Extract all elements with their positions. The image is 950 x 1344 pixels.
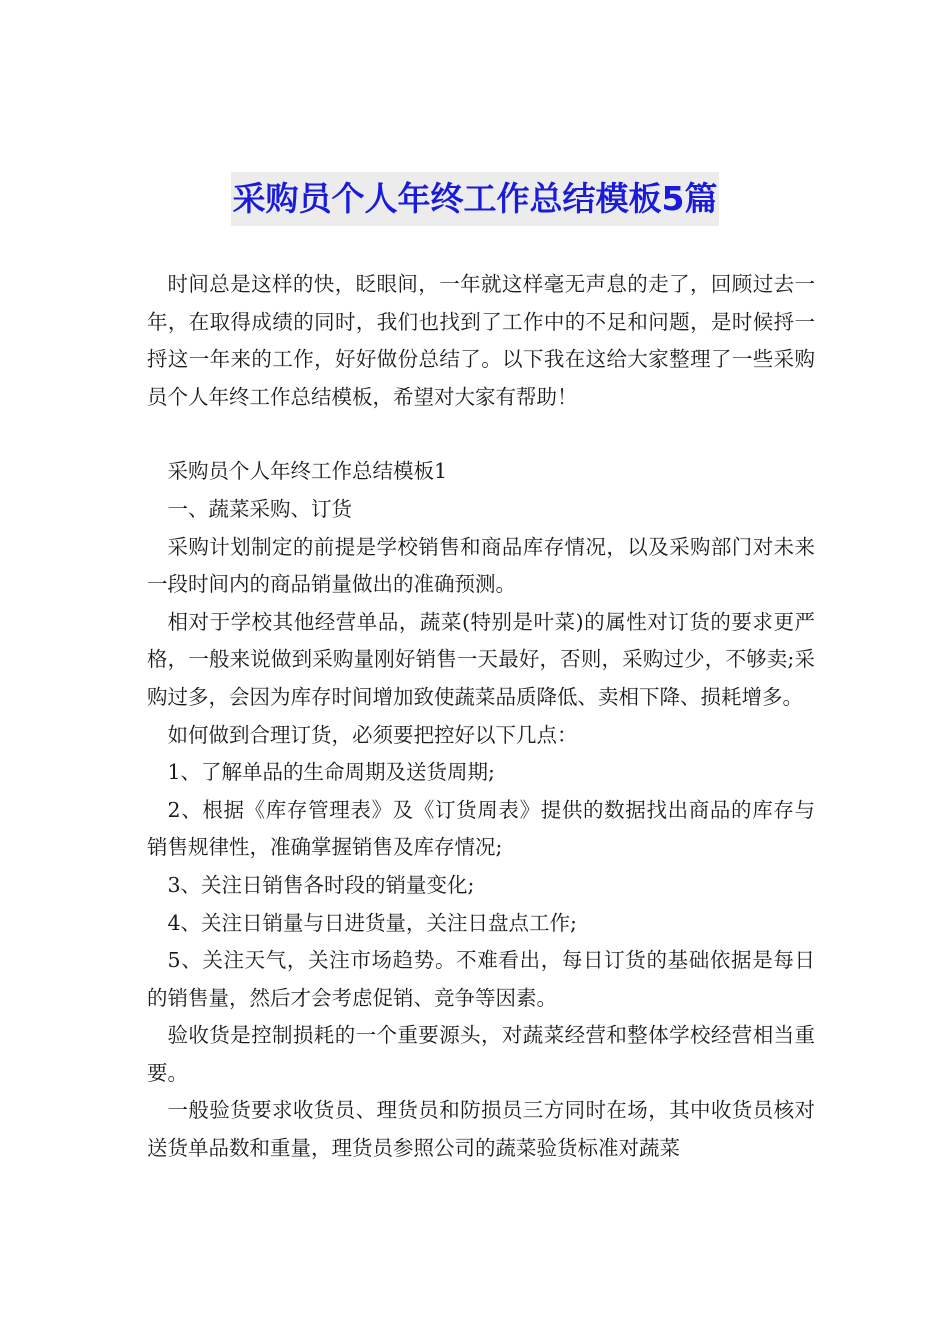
- section-heading: 采购员个人年终工作总结模板1: [167, 459, 448, 484]
- subsection-heading: 一、蔬菜采购、订货: [167, 496, 352, 521]
- body-paragraph: 验收货是控制损耗的一个重要源头，对蔬菜经营和整体学校经营相当重要。: [147, 1023, 815, 1085]
- list-item: 2、根据《库存管理表》及《订货周表》提供的数据找出商品的库存与销售规律性，准确掌握销售及库存情况;: [147, 797, 815, 860]
- intro-paragraph: 时间总是这样的快，眨眼间，一年就这样毫无声息的走了，回顾过去一年，在取得成绩的同时，我们也找到了工作中的不足和问题，是时候捋一捋这一年来的工作，好好做份总结了。以下我在这给大家整理了一些采购员个人年终工作总结模板，希望对大家有帮助！: [147, 272, 815, 409]
- document-body: [147, 266, 815, 1168]
- body-paragraph: 采购计划制定的前提是学校销售和商品库存情况，以及采购部门对未来一段时间内的商品销量做出的准确预测。: [147, 534, 815, 597]
- body-paragraph: 如何做到合理订货，必须要把控好以下几点：: [167, 722, 578, 747]
- list-item: 3、关注日销售各时段的销量变化;: [167, 872, 475, 897]
- body-paragraph: 相对于学校其他经营单品，蔬菜(特别是叶菜)的属性对订货的要求更严格，一般来说做到采购量刚好销售一天最好，否则，采购过少，不够卖;采购过多，会因为库存时间增加致使蔬菜品质降低、卖相下降、损耗增多。: [147, 609, 815, 709]
- list-item: 1、了解单品的生命周期及送货周期;: [167, 760, 495, 785]
- document-title: 采购员个人年终工作总结模板5篇: [231, 172, 720, 226]
- body-paragraph: 一般验货要求收货员、理货员和防损员三方同时在场，其中收货员核对送货单品数和重量，理货员参照公司的蔬菜验货标准对蔬菜: [147, 1098, 815, 1161]
- list-item: 5、关注天气，关注市场趋势。不难看出，每日订货的基础依据是每日的销售量，然后才会考虑促销、竞争等因素。: [147, 948, 815, 1010]
- title-container: [0, 172, 950, 226]
- list-item: 4、关注日销量与日进货量，关注日盘点工作;: [167, 910, 577, 935]
